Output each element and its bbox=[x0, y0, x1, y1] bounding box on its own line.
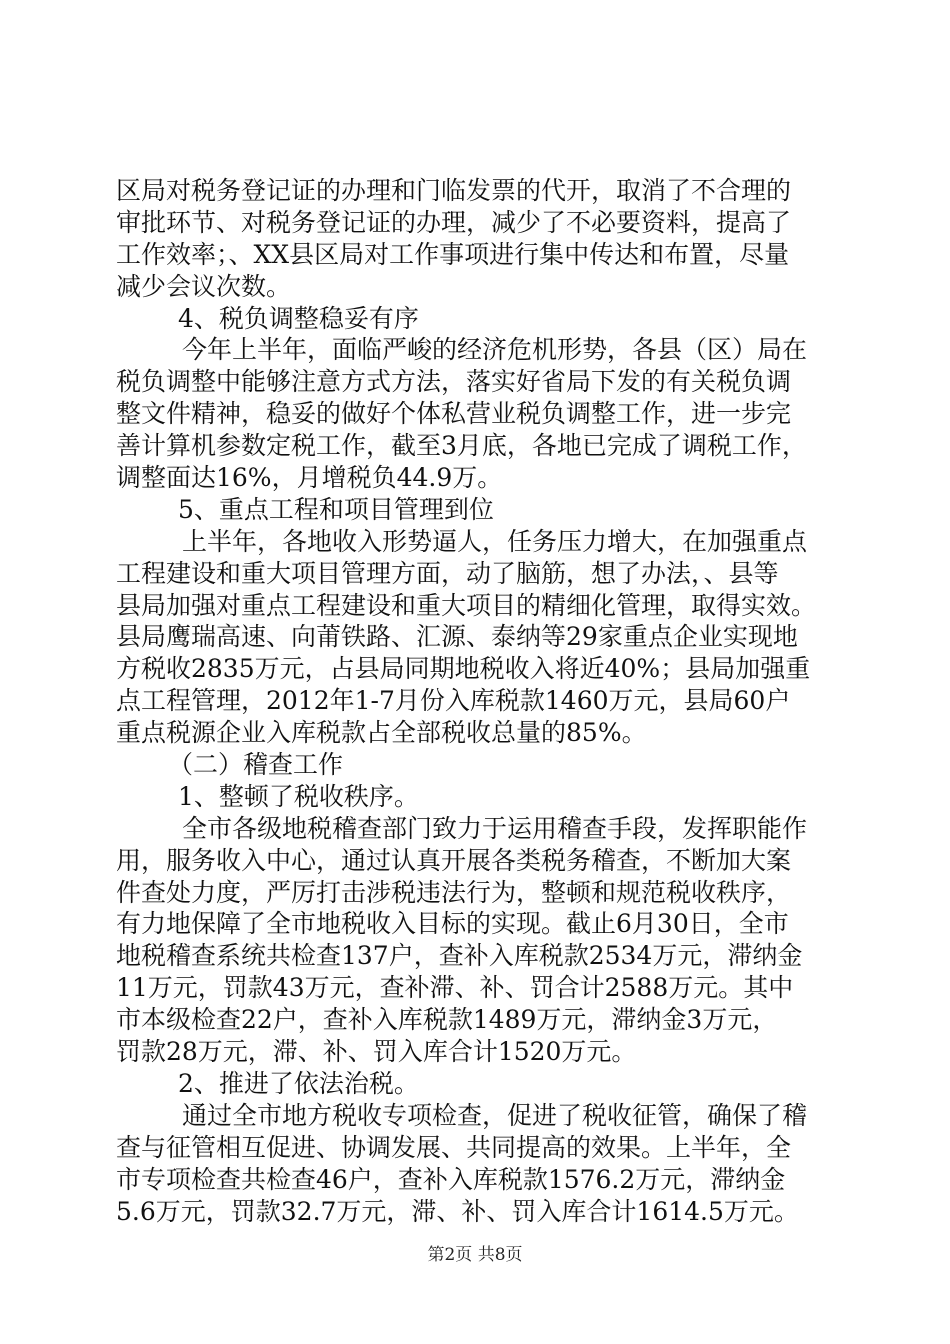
text-line: 减少会议次数。 bbox=[116, 271, 292, 301]
text-line: 用，服务收入中心，通过认真开展各类税务稽查，不断加大案 bbox=[116, 845, 792, 875]
text-line: 整文件精神，稳妥的做好个体私营业税负调整工作，进一步完 bbox=[116, 399, 792, 429]
section-heading: （二）稽查工作 bbox=[168, 750, 344, 780]
text-line: 上半年，各地收入形势逼人，任务压力增大，在加强重点 bbox=[182, 526, 808, 556]
text-line: 有力地保障了全市地税收入目标的实现。截止6月30日，全市 bbox=[116, 909, 789, 939]
text-line: 查与征管相互促进、协调发展、共同提高的效果。上半年，全 bbox=[116, 1132, 792, 1162]
text-line: 全市各级地税稽查部门致力于运用稽查手段，发挥职能作 bbox=[182, 813, 808, 843]
section-heading: 4、税负调整稳妥有序 bbox=[178, 303, 419, 333]
text-line: 11万元，罚款43万元，查补滞、补、罚合计2588万元。其中 bbox=[116, 973, 794, 1003]
text-line: 市本级检查22户，查补入库税款1489万元，滞纳金3万元， bbox=[116, 1005, 778, 1035]
section-heading: 5、重点工程和项目管理到位 bbox=[178, 494, 494, 524]
text-line: 调整面达16%，月增税负44.9万。 bbox=[116, 463, 503, 493]
text-line: 工作效率；、XX县区局对工作事项进行集中传达和布置，尽量 bbox=[116, 239, 790, 269]
text-line: 方税收2835万元，占县局同期地税收入将近40%；县局加强重 bbox=[116, 654, 811, 684]
text-line: 区局对税务登记证的办理和门临发票的代开，取消了不合理的 bbox=[116, 176, 792, 205]
text-line: 市专项检查共检查46户，查补入库税款1576.2万元，滞纳金 bbox=[116, 1164, 786, 1194]
text-line: 地税稽查系统共检查137户，查补入库税款2534万元，滞纳金 bbox=[116, 941, 803, 971]
text-line: 工程建设和重大项目管理方面，动了脑筋，想了办法，、县等 bbox=[116, 558, 779, 588]
text-line: 税负调整中能够注意方式方法，落实好省局下发的有关税负调 bbox=[116, 367, 792, 397]
section-heading: 1、整顿了税收秩序。 bbox=[178, 781, 419, 811]
text-line: 县局加强对重点工程建设和重大项目的精细化管理，取得实效。 bbox=[116, 590, 817, 620]
text-line: 重点税源企业入库税款占全部税收总量的85%。 bbox=[116, 718, 647, 748]
text-line: 通过全市地方税收专项检查，促进了税收征管，确保了稽 bbox=[182, 1100, 808, 1130]
text-line: 审批环节、对税务登记证的办理，减少了不必要资料，提高了 bbox=[116, 207, 792, 237]
text-line: 罚款28万元，滞、补、罚入库合计1520万元。 bbox=[116, 1037, 637, 1067]
text-line: 件查处力度，严厉打击涉税违法行为，整顿和规范税收秩序， bbox=[116, 877, 792, 907]
section-heading: 2、推进了依法治税。 bbox=[178, 1068, 419, 1098]
text-line: 点工程管理，2012年1-7月份入库税款1460万元，县局60户 bbox=[116, 686, 791, 716]
text-line: 县局鹰瑞高速、向莆铁路、汇源、泰纳等29家重点企业实现地 bbox=[116, 622, 798, 652]
text-line: 善计算机参数定税工作，截至3月底，各地已完成了调税工作， bbox=[116, 431, 807, 461]
document-body bbox=[116, 175, 836, 1227]
page-footer: 第2页 共8页 bbox=[427, 1245, 523, 1265]
text-line: 今年上半年，面临严峻的经济危机形势，各县（区）局在 bbox=[182, 335, 808, 365]
text-line: 5.6万元，罚款32.7万元，滞、补、罚入库合计1614.5万元。 bbox=[116, 1196, 799, 1226]
